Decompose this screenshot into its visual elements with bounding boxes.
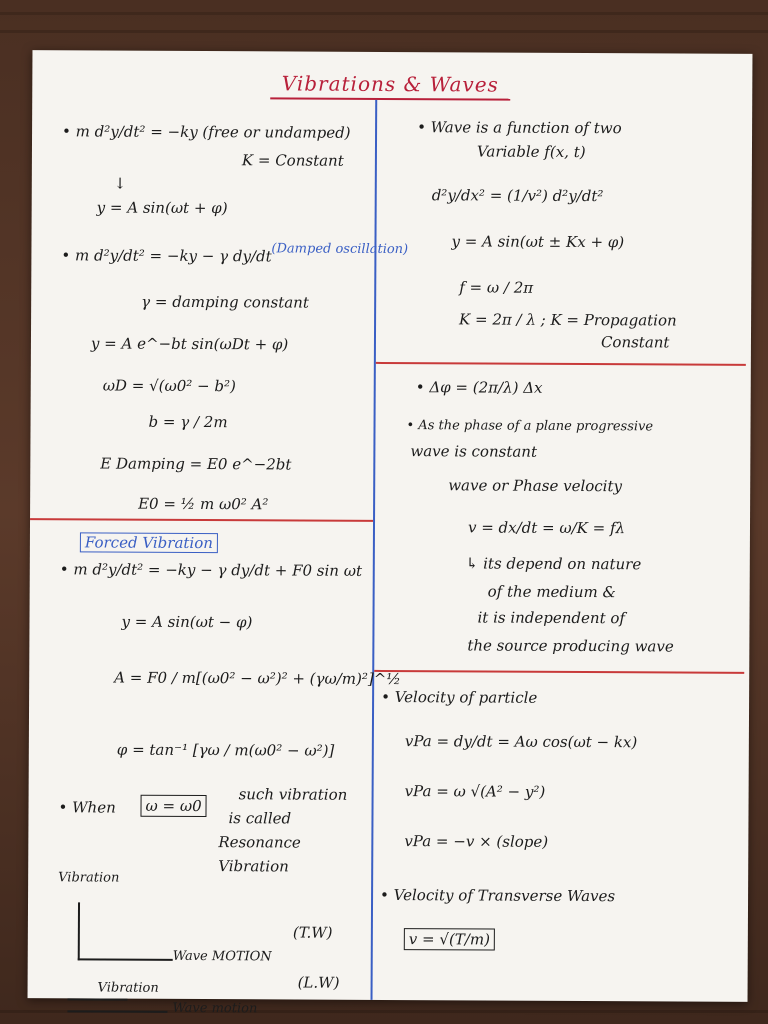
notes-sheet	[28, 50, 753, 1017]
phase-formula: φ = tan⁻¹ [γω / m(ω0² − ω²)]	[116, 740, 335, 760]
section-divider	[374, 670, 744, 673]
section-divider	[376, 362, 746, 365]
particle-velocity-1: vPa = dy/dt = Aω cos(ωt − kx)	[404, 732, 638, 752]
k-constant: K = Constant	[241, 151, 344, 170]
dependence-text-1: ↳ its depend on nature	[465, 554, 642, 574]
longitudinal-wave-motion: Wave motion	[172, 1000, 258, 1017]
wave-equation: d²y/dx² = (1/v²) d²y/dt²	[431, 186, 604, 206]
damped-label: (Damped oscillation)	[271, 241, 409, 258]
forced-vibration-heading: Forced Vibration	[80, 532, 218, 553]
page-title: Vibrations & Waves	[270, 71, 510, 100]
column-divider	[371, 100, 378, 1000]
phase-text-2: wave is constant	[410, 442, 538, 461]
free-vibration-equation: • m d²y/dt² = −ky (free or undamped)	[62, 122, 351, 142]
transverse-wave-tag: (T.W)	[292, 923, 333, 942]
b-value: b = γ / 2m	[148, 412, 228, 432]
amplitude-formula: A = F0 / m[(ω0² − ω²)² + (γω/m)²]^½	[114, 668, 401, 689]
longitudinal-wave-tag: (L.W)	[297, 973, 340, 992]
wave-function-variables: Variable f(x, t)	[476, 142, 586, 162]
arrow-down-icon: ↓	[113, 174, 127, 193]
phase-velocity-label: wave or Phase velocity	[448, 476, 623, 496]
wave-function-text: • Wave is a function of two	[417, 118, 622, 138]
damped-solution: y = A e^−bt sin(ωDt + φ)	[90, 334, 289, 354]
forced-equation: • m d²y/dt² = −ky − γ dy/dt + F0 sin ωt	[59, 560, 363, 580]
transverse-velocity-formula: v = √(T/m)	[404, 928, 495, 950]
resonance-condition: ω = ω0	[140, 795, 206, 817]
section-divider	[30, 518, 373, 521]
transverse-wave-motion: Wave MOTION	[172, 948, 272, 965]
dependence-text-2: of the medium &	[487, 582, 616, 602]
wave-solution: y = A sin(ωt ± Kx + φ)	[451, 232, 625, 252]
phase-text-1: • As the phase of a plane progressive	[406, 418, 654, 435]
wave-axis	[78, 958, 173, 960]
particle-velocity-2: vPa = ω √(A² − y²)	[404, 782, 546, 801]
particle-velocity-3: vPa = −v × (slope)	[404, 832, 549, 851]
when-label: • When	[58, 798, 116, 817]
dependence-text-3: it is independent of	[477, 608, 626, 628]
resonance-text-2: is called	[228, 809, 292, 828]
dependence-text-4: the source producing wave	[467, 636, 674, 656]
vibration-axis	[78, 902, 80, 960]
frequency-formula: f = ω / 2π	[459, 278, 534, 297]
forced-solution: y = A sin(ωt − φ)	[121, 612, 253, 632]
initial-energy: E0 = ½ m ω0² A²	[138, 494, 269, 514]
vibration-arrow	[68, 998, 128, 1000]
damped-equation: • m d²y/dt² = −ky − γ dy/dt	[61, 246, 272, 266]
damping-energy: E Damping = E0 e^−2bt	[100, 454, 292, 474]
phase-velocity-formula: v = dx/dt = ω/K = fλ	[467, 518, 626, 538]
damping-constant: γ = damping constant	[141, 292, 309, 312]
vibration-label: Vibration	[58, 870, 120, 886]
transverse-velocity-heading: • Velocity of Transverse Waves	[380, 885, 616, 906]
propagation-constant-2: Constant	[600, 333, 670, 352]
vibration-label-2: Vibration	[97, 980, 159, 996]
particle-velocity-heading: • Velocity of particle	[381, 687, 538, 707]
phase-difference: • Δφ = (2π/λ) Δx	[415, 378, 543, 397]
resonance-text-4: Vibration	[218, 857, 289, 876]
free-solution: y = A sin(ωt + φ)	[96, 198, 228, 218]
resonance-text-1: such vibration	[238, 785, 348, 804]
omega-d: ωD = √(ω0² − b²)	[102, 376, 236, 396]
resonance-text-3: Resonance	[218, 833, 301, 852]
propagation-constant: K = 2π / λ ; K = Propagation	[459, 310, 677, 330]
